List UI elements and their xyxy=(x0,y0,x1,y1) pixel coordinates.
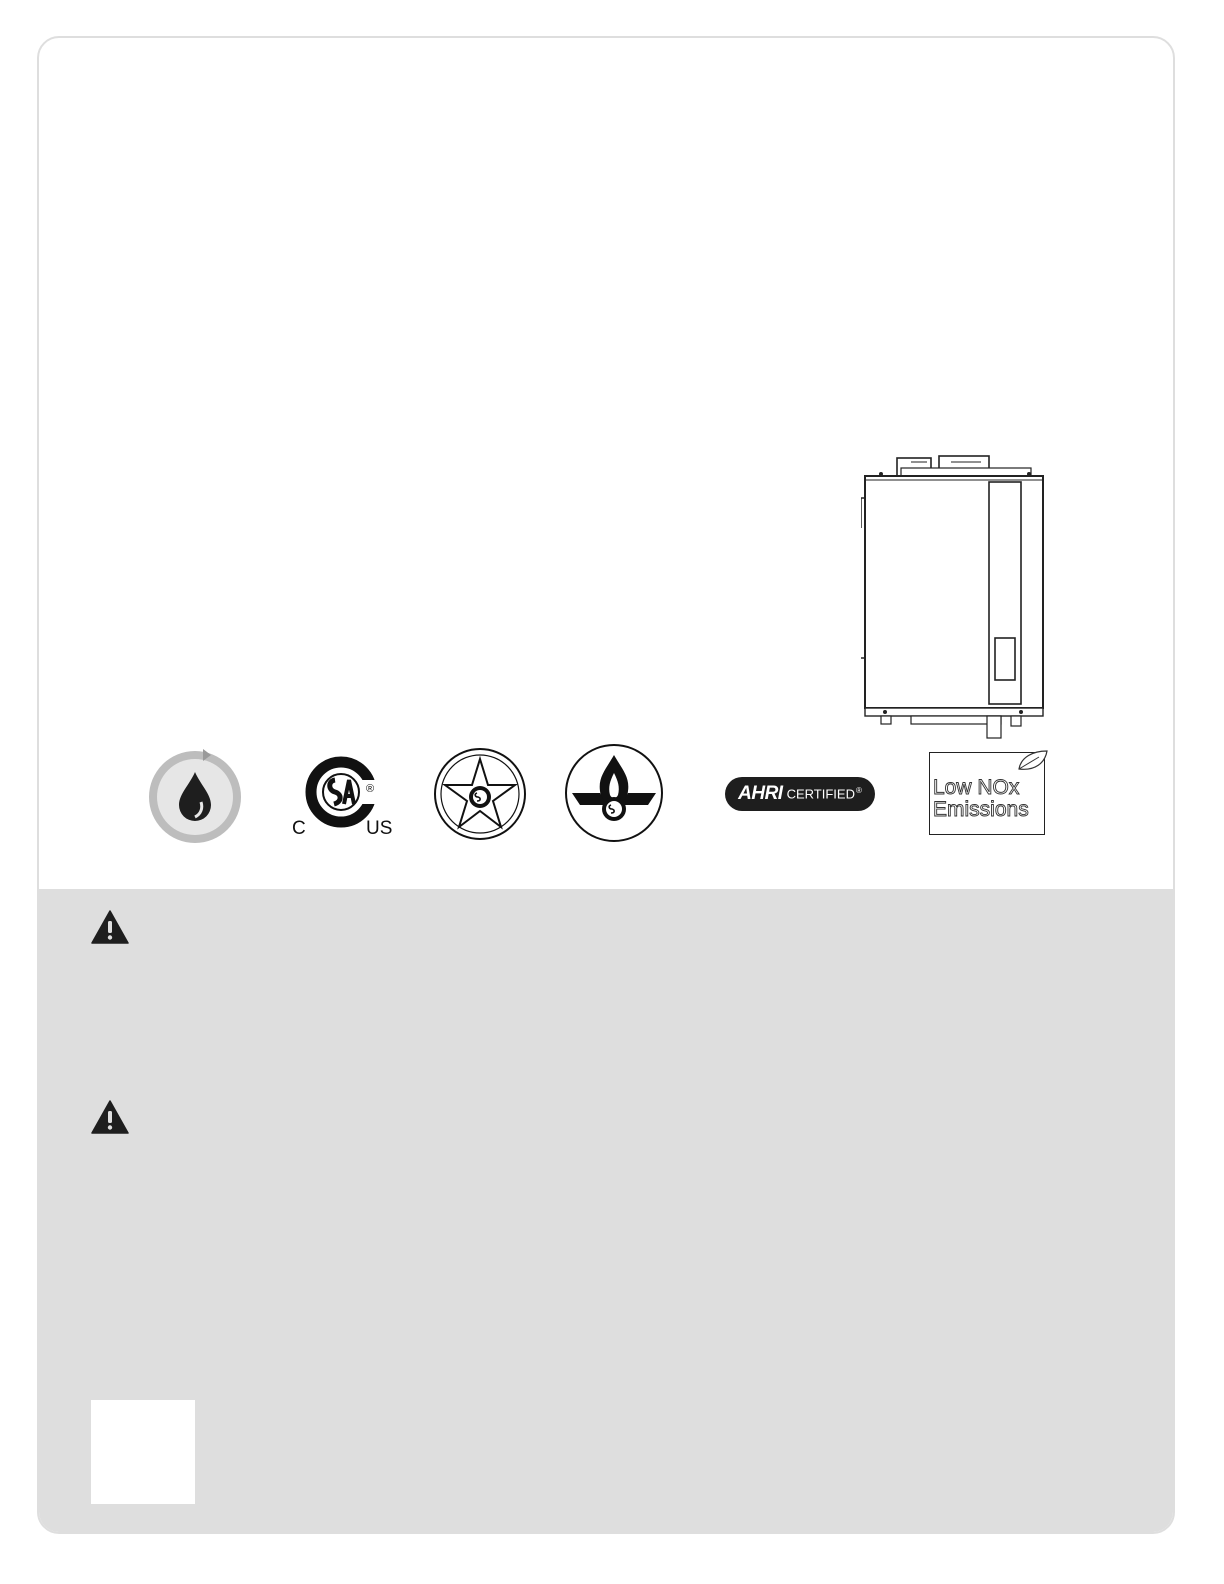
ahri-certified-label: CERTIFIED xyxy=(786,786,855,802)
water-recirculation-icon xyxy=(145,742,245,846)
water-heater-illustration xyxy=(861,418,1051,748)
ahri-certified-text xyxy=(787,786,862,801)
flame-seal-logo xyxy=(564,743,664,843)
low-nox-line2: Emissions xyxy=(933,798,1029,821)
ahri-brand-text: AHRI xyxy=(738,783,783,804)
csa-c-label: C xyxy=(292,818,306,839)
warning-triangle-icon xyxy=(91,910,129,944)
placeholder-box xyxy=(91,1400,195,1504)
csa-registered-mark: ® xyxy=(366,783,375,795)
leaf-icon xyxy=(1015,749,1049,773)
manual-cover xyxy=(37,36,1175,1534)
warning-panel xyxy=(39,889,1173,1534)
ahri-registered-mark: ® xyxy=(855,786,862,796)
warning-triangle-icon xyxy=(91,1100,129,1134)
low-nox-line1: Low NOx xyxy=(933,776,1020,799)
star-seal-logo xyxy=(433,747,527,841)
ahri-certified-logo xyxy=(725,777,875,811)
csa-us-label: US xyxy=(366,818,393,839)
low-nox-emissions-logo xyxy=(929,752,1045,835)
